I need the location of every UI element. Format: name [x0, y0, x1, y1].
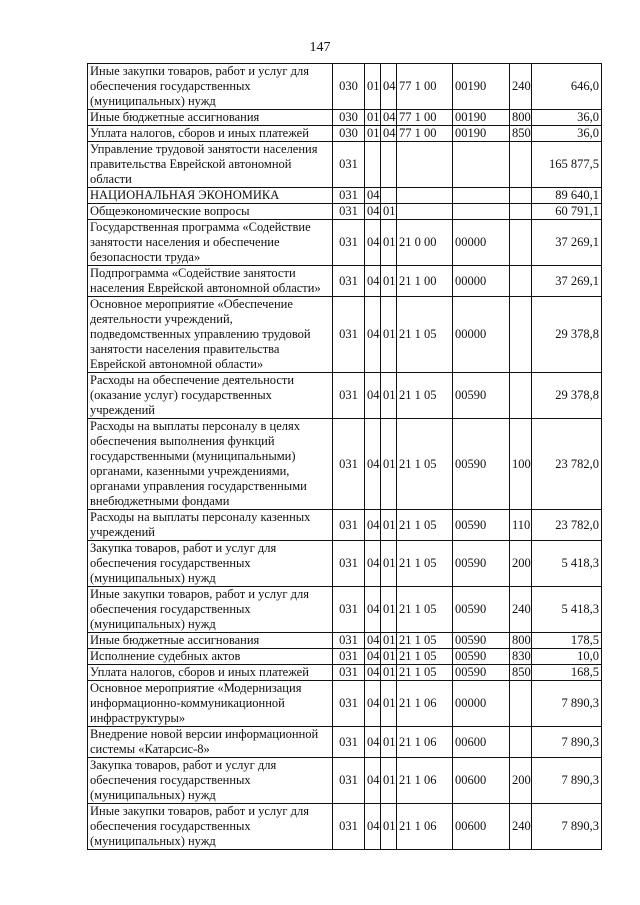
direction-code-cell: 00590 — [453, 510, 510, 541]
subsection-code-cell: 01 — [381, 587, 397, 633]
expense-type-cell — [510, 373, 532, 419]
program-code-cell: 21 1 05 — [397, 587, 453, 633]
amount-cell: 60 791,1 — [532, 204, 602, 220]
page-number: 147 — [309, 40, 331, 55]
section-code-cell: 04 — [365, 804, 381, 850]
expense-type-cell: 200 — [510, 541, 532, 587]
table-row — [88, 727, 602, 758]
expense-type-cell: 240 — [510, 804, 532, 850]
program-code-cell: 21 1 05 — [397, 633, 453, 649]
amount-cell: 29 378,8 — [532, 297, 602, 373]
section-code-cell: 04 — [365, 220, 381, 266]
ministry-code-cell: 031 — [333, 204, 365, 220]
row-name-cell: Закупка товаров, работ и услуг для обеспечения государственных (муниципальных) нужд — [88, 758, 333, 804]
program-code-cell: 21 1 05 — [397, 419, 453, 510]
subsection-code-cell: 01 — [381, 649, 397, 665]
direction-code-cell: 00190 — [453, 126, 510, 142]
section-code-cell: 04 — [365, 758, 381, 804]
program-code-cell: 21 1 06 — [397, 727, 453, 758]
section-code-cell: 04 — [365, 633, 381, 649]
row-name-cell: Закупка товаров, работ и услуг для обеспечения государственных (муниципальных) нужд — [88, 541, 333, 587]
direction-code-cell: 00190 — [453, 110, 510, 126]
program-code-cell: 21 1 06 — [397, 758, 453, 804]
subsection-code-cell: 01 — [381, 804, 397, 850]
table-row — [88, 665, 602, 681]
budget-table — [87, 63, 602, 850]
row-name-cell: НАЦИОНАЛЬНАЯ ЭКОНОМИКА — [88, 188, 333, 204]
row-name-cell: Иные закупки товаров, работ и услуг для обеспечения государственных (муниципальных) нужд — [88, 804, 333, 850]
ministry-code-cell: 030 — [333, 64, 365, 110]
row-name-cell: Расходы на обеспечение деятельности (оказание услуг) государственных учреждений — [88, 373, 333, 419]
table-row — [88, 373, 602, 419]
direction-code-cell: 00000 — [453, 297, 510, 373]
direction-code-cell — [453, 204, 510, 220]
ministry-code-cell: 031 — [333, 297, 365, 373]
expense-type-cell — [510, 266, 532, 297]
program-code-cell: 77 1 00 — [397, 126, 453, 142]
direction-code-cell: 00590 — [453, 541, 510, 587]
table-row — [88, 681, 602, 727]
table-row — [88, 220, 602, 266]
ministry-code-cell: 031 — [333, 220, 365, 266]
budget-table-body — [88, 64, 602, 850]
subsection-code-cell: 01 — [381, 220, 397, 266]
subsection-code-cell: 01 — [381, 541, 397, 587]
section-code-cell — [365, 142, 381, 188]
amount-cell: 89 640,1 — [532, 188, 602, 204]
table-row — [88, 188, 602, 204]
subsection-code-cell: 01 — [381, 727, 397, 758]
program-code-cell: 21 1 05 — [397, 373, 453, 419]
section-code-cell: 04 — [365, 188, 381, 204]
ministry-code-cell: 031 — [333, 633, 365, 649]
row-name-cell: Иные бюджетные ассигнования — [88, 110, 333, 126]
expense-type-cell: 240 — [510, 64, 532, 110]
table-row — [88, 297, 602, 373]
ministry-code-cell: 031 — [333, 419, 365, 510]
table-row — [88, 804, 602, 850]
section-code-cell: 04 — [365, 587, 381, 633]
table-row — [88, 510, 602, 541]
direction-code-cell: 00590 — [453, 587, 510, 633]
amount-cell: 36,0 — [532, 126, 602, 142]
row-name-cell: Иные бюджетные ассигнования — [88, 633, 333, 649]
section-code-cell: 01 — [365, 110, 381, 126]
subsection-code-cell: 01 — [381, 758, 397, 804]
expense-type-cell: 100 — [510, 419, 532, 510]
ministry-code-cell: 031 — [333, 804, 365, 850]
ministry-code-cell: 031 — [333, 510, 365, 541]
direction-code-cell: 00590 — [453, 633, 510, 649]
amount-cell: 37 269,1 — [532, 266, 602, 297]
ministry-code-cell: 030 — [333, 126, 365, 142]
row-name-cell: Основное мероприятие «Модернизация информационно-коммуникационной инфраструктуры» — [88, 681, 333, 727]
row-name-cell: Основное мероприятие «Обеспечение деятельности учреждений, подведомственных управлению трудовой занятости населения правительства Еврейской автономной области» — [88, 297, 333, 373]
expense-type-cell: 800 — [510, 110, 532, 126]
row-name-cell: Иные закупки товаров, работ и услуг для обеспечения государственных (муниципальных) нужд — [88, 64, 333, 110]
amount-cell: 10,0 — [532, 649, 602, 665]
expense-type-cell — [510, 220, 532, 266]
section-code-cell: 04 — [365, 510, 381, 541]
expense-type-cell — [510, 297, 532, 373]
table-row — [88, 587, 602, 633]
expense-type-cell: 850 — [510, 126, 532, 142]
program-code-cell — [397, 188, 453, 204]
ministry-code-cell: 030 — [333, 110, 365, 126]
table-row — [88, 126, 602, 142]
direction-code-cell: 00190 — [453, 64, 510, 110]
section-code-cell: 04 — [365, 665, 381, 681]
program-code-cell: 21 1 05 — [397, 541, 453, 587]
row-name-cell: Иные закупки товаров, работ и услуг для обеспечения государственных (муниципальных) нужд — [88, 587, 333, 633]
program-code-cell: 21 1 05 — [397, 649, 453, 665]
ministry-code-cell: 031 — [333, 587, 365, 633]
ministry-code-cell: 031 — [333, 681, 365, 727]
section-code-cell: 04 — [365, 419, 381, 510]
direction-code-cell: 00600 — [453, 727, 510, 758]
amount-cell: 7 890,3 — [532, 727, 602, 758]
table-row — [88, 266, 602, 297]
table-row — [88, 142, 602, 188]
direction-code-cell: 00590 — [453, 649, 510, 665]
program-code-cell: 21 0 00 — [397, 220, 453, 266]
amount-cell: 7 890,3 — [532, 758, 602, 804]
amount-cell: 36,0 — [532, 110, 602, 126]
section-code-cell: 04 — [365, 204, 381, 220]
section-code-cell: 04 — [365, 266, 381, 297]
program-code-cell: 21 1 00 — [397, 266, 453, 297]
subsection-code-cell: 01 — [381, 419, 397, 510]
direction-code-cell: 00590 — [453, 419, 510, 510]
expense-type-cell — [510, 681, 532, 727]
table-row — [88, 758, 602, 804]
expense-type-cell: 200 — [510, 758, 532, 804]
subsection-code-cell: 01 — [381, 204, 397, 220]
direction-code-cell — [453, 142, 510, 188]
direction-code-cell — [453, 188, 510, 204]
expense-type-cell — [510, 204, 532, 220]
program-code-cell: 21 1 06 — [397, 681, 453, 727]
amount-cell: 23 782,0 — [532, 419, 602, 510]
direction-code-cell: 00600 — [453, 804, 510, 850]
direction-code-cell: 00000 — [453, 266, 510, 297]
expense-type-cell: 240 — [510, 587, 532, 633]
subsection-code-cell: 04 — [381, 64, 397, 110]
subsection-code-cell: 04 — [381, 126, 397, 142]
table-row — [88, 110, 602, 126]
amount-cell: 178,5 — [532, 633, 602, 649]
amount-cell: 168,5 — [532, 665, 602, 681]
section-code-cell: 01 — [365, 64, 381, 110]
table-row — [88, 419, 602, 510]
direction-code-cell: 00000 — [453, 220, 510, 266]
direction-code-cell: 00590 — [453, 665, 510, 681]
expense-type-cell — [510, 188, 532, 204]
row-name-cell: Исполнение судебных актов — [88, 649, 333, 665]
ministry-code-cell: 031 — [333, 266, 365, 297]
direction-code-cell: 00000 — [453, 681, 510, 727]
program-code-cell: 77 1 00 — [397, 110, 453, 126]
table-row — [88, 633, 602, 649]
direction-code-cell: 00590 — [453, 373, 510, 419]
ministry-code-cell: 031 — [333, 188, 365, 204]
subsection-code-cell — [381, 142, 397, 188]
program-code-cell: 77 1 00 — [397, 64, 453, 110]
row-name-cell: Внедрение новой версии информационной системы «Катарсис-8» — [88, 727, 333, 758]
subsection-code-cell: 01 — [381, 373, 397, 419]
program-code-cell: 21 1 06 — [397, 804, 453, 850]
expense-type-cell: 800 — [510, 633, 532, 649]
row-name-cell: Общеэкономические вопросы — [88, 204, 333, 220]
amount-cell: 5 418,3 — [532, 541, 602, 587]
section-code-cell: 04 — [365, 541, 381, 587]
program-code-cell: 21 1 05 — [397, 665, 453, 681]
amount-cell: 165 877,5 — [532, 142, 602, 188]
amount-cell: 5 418,3 — [532, 587, 602, 633]
section-code-cell: 04 — [365, 727, 381, 758]
amount-cell: 646,0 — [532, 64, 602, 110]
row-name-cell: Управление трудовой занятости населения правительства Еврейской автономной области — [88, 142, 333, 188]
row-name-cell: Государственная программа «Содействие занятости населения и обеспечение безопасности труда» — [88, 220, 333, 266]
subsection-code-cell — [381, 188, 397, 204]
program-code-cell: 21 1 05 — [397, 510, 453, 541]
direction-code-cell: 00600 — [453, 758, 510, 804]
amount-cell: 7 890,3 — [532, 804, 602, 850]
row-name-cell: Уплата налогов, сборов и иных платежей — [88, 126, 333, 142]
ministry-code-cell: 031 — [333, 373, 365, 419]
program-code-cell: 21 1 05 — [397, 297, 453, 373]
subsection-code-cell: 01 — [381, 510, 397, 541]
row-name-cell: Расходы на выплаты персоналу казенных учреждений — [88, 510, 333, 541]
program-code-cell — [397, 204, 453, 220]
section-code-cell: 04 — [365, 373, 381, 419]
expense-type-cell — [510, 142, 532, 188]
ministry-code-cell: 031 — [333, 649, 365, 665]
amount-cell: 37 269,1 — [532, 220, 602, 266]
ministry-code-cell: 031 — [333, 142, 365, 188]
subsection-code-cell: 01 — [381, 633, 397, 649]
amount-cell: 23 782,0 — [532, 510, 602, 541]
ministry-code-cell: 031 — [333, 665, 365, 681]
subsection-code-cell: 01 — [381, 665, 397, 681]
section-code-cell: 01 — [365, 126, 381, 142]
expense-type-cell: 850 — [510, 665, 532, 681]
ministry-code-cell: 031 — [333, 727, 365, 758]
ministry-code-cell: 031 — [333, 541, 365, 587]
table-row — [88, 541, 602, 587]
expense-type-cell: 110 — [510, 510, 532, 541]
program-code-cell — [397, 142, 453, 188]
subsection-code-cell: 01 — [381, 681, 397, 727]
amount-cell: 7 890,3 — [532, 681, 602, 727]
row-name-cell: Расходы на выплаты персоналу в целях обеспечения выполнения функций государственными (муниципальными) органами, казенными учреждениями, органами управления государственными внебюджетными фондами — [88, 419, 333, 510]
amount-cell: 29 378,8 — [532, 373, 602, 419]
ministry-code-cell: 031 — [333, 758, 365, 804]
subsection-code-cell: 01 — [381, 266, 397, 297]
expense-type-cell: 830 — [510, 649, 532, 665]
row-name-cell: Уплата налогов, сборов и иных платежей — [88, 665, 333, 681]
subsection-code-cell: 04 — [381, 110, 397, 126]
table-row — [88, 649, 602, 665]
table-row — [88, 204, 602, 220]
expense-type-cell — [510, 727, 532, 758]
section-code-cell: 04 — [365, 297, 381, 373]
table-row — [88, 64, 602, 110]
row-name-cell: Подпрограмма «Содействие занятости населения Еврейской автономной области» — [88, 266, 333, 297]
section-code-cell: 04 — [365, 681, 381, 727]
section-code-cell: 04 — [365, 649, 381, 665]
subsection-code-cell: 01 — [381, 297, 397, 373]
